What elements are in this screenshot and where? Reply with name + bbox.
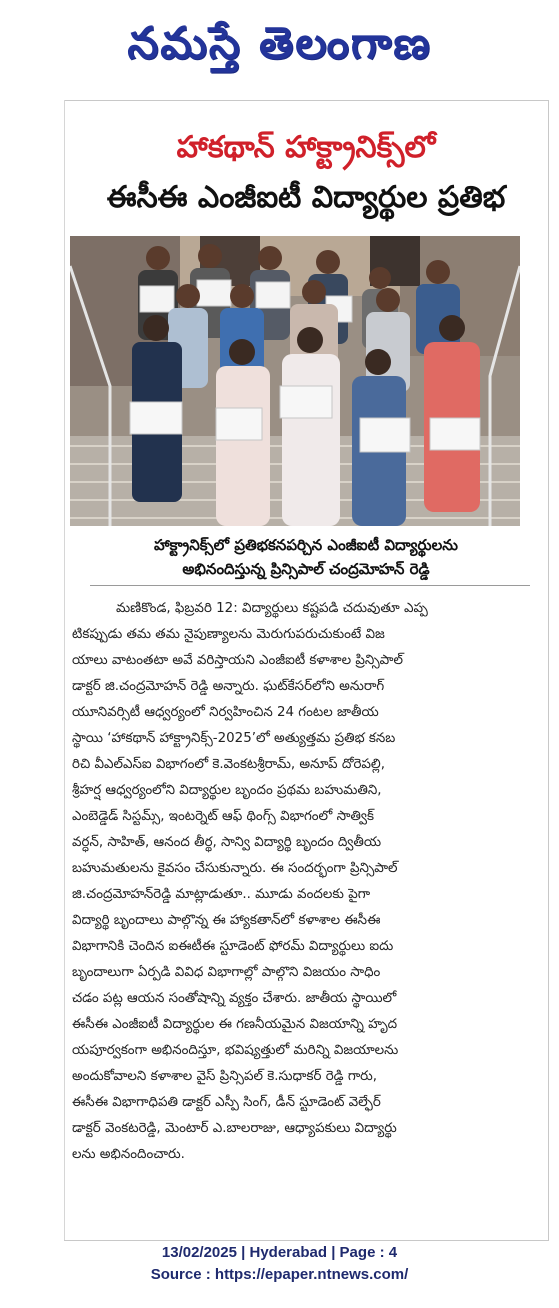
headline-line-1: హాకథాన్ హాక్ట్రానిక్స్‌లో bbox=[176, 130, 436, 165]
caption-line: అభినందిస్తున్న ప్రిన్సిపాల్ చంద్రమోహన్ రెడ్డి bbox=[182, 560, 430, 578]
body-line: డాక్టర్ జి.చంద్రమోహన్ రెడ్డి అన్నారు. ఘట్‌కేసర్‌లోని అనురాగ్ bbox=[72, 679, 385, 694]
body-line: యూనివర్సిటీ ఆధ్వర్యంలో నిర్వహించిన 24 గంటల జాతీయ bbox=[72, 705, 379, 720]
photo-caption bbox=[64, 533, 548, 581]
body-line: శ్రీహర్ష ఆధ్వర్యంలోని విద్యార్థుల బృందం ప్రథమ బహుమతిని, bbox=[72, 783, 382, 798]
body-line: విభాగానికి చెందిన ఐఈటీఈ స్టూడెంట్ ఫోరమ్ విద్యార్థులు ఐదు bbox=[72, 939, 394, 954]
masthead-logo: నమస్తే తెలంగాణ bbox=[127, 18, 432, 69]
article-frame-right bbox=[548, 100, 549, 1240]
caption-divider bbox=[90, 585, 530, 586]
footer-date-location: 13/02/2025 | Hyderabad | Page : 4 bbox=[161, 1244, 398, 1261]
caption-line: హాక్ట్రానిక్స్‌లో ప్రతిభకనపర్చిన ఎంజీఐటీ విద్యార్థులను bbox=[154, 536, 458, 554]
article-frame-left bbox=[64, 100, 65, 1240]
body-line: ఎంబెడ్డెడ్ సిస్టమ్స్, ఇంటర్నెట్ ఆఫ్ థింగ్స్ విభాగంలో సాత్విక్ bbox=[72, 809, 374, 824]
body-line: రిచి వీఎల్ఎస్ఐ విభాగంలో కె.వెంకటశ్రీరామ్, అనూప్ దోరెపల్లి, bbox=[72, 757, 386, 772]
body-line: విద్యార్థి బృందాలు పాల్గొన్న ఈ హ్యాకతాన్‌లో కళాశాల ఈసీఈ bbox=[72, 913, 381, 928]
headline-line-2: ఈసీఈ ఎంజీఐటీ విద్యార్థుల ప్రతిభ bbox=[106, 180, 506, 215]
body-line: టికప్పుడు తమ తమ నైపుణ్యాలను మెరుగుపరుచుకుంటే విజ bbox=[72, 627, 385, 642]
body-line: డాక్టర్ వెంకటరెడ్డి, మెంటార్ ఎ.బాలరాజు, ఆధ్యాపకులు విద్యార్థు bbox=[72, 1121, 397, 1136]
body-line: ఈసీఈ విభాగాధిపతి డాక్టర్ ఎస్పీ సింగ్, డీన్ స్టూడెంట్ వెల్ఫేర్ bbox=[72, 1095, 381, 1110]
body-line: యాలు వాటంతటా అవే వరిస్తాయని ఎంజీఐటీ కళాశాల ప్రిన్సిపాల్ bbox=[72, 653, 403, 668]
body-line: యపూర్వకంగా అభినందిస్తూ, భవిష్యత్తులో మరిన్ని విజయాలను bbox=[72, 1043, 399, 1058]
body-line: బహుమతులను కైవసం చేసుకున్నారు. ఈ సందర్భంగా ప్రిన్సిపాల్ bbox=[72, 861, 398, 876]
body-line: స్థాయి ‘హాకథాన్ హాక్ట్రానిక్స్-2025’లో అత్యుత్తమ ప్రతిభ కనబ bbox=[72, 731, 396, 746]
body-line: ఈసీఈ ఎంజీఐటీ విద్యార్థుల ఈ గణనీయమైన విజయాన్ని హృద bbox=[72, 1017, 398, 1032]
body-line: వర్ధన్, సాహిత్, ఆనంద తీర్థ, సాన్వి విద్యార్థి బృందం ద్వితీయ bbox=[72, 835, 382, 850]
body-line: లను అభినందించారు. bbox=[72, 1147, 185, 1162]
footer-source: Source : https://epaper.ntnews.com/ bbox=[150, 1266, 409, 1283]
body-line: జి.చంద్రమోహన్‌రెడ్డి మాట్లాడుతూ.. మూడు వందలకు పైగా bbox=[72, 887, 371, 902]
group-photo bbox=[70, 236, 520, 526]
body-line: అందుకోవాలని కళాశాల వైస్ ప్రిన్సిపల్ కె.సుధాకర్ రెడ్డి గారు, bbox=[72, 1069, 377, 1084]
body-line: బృందాలుగా ఏర్పడి వివిధ విభాగాల్లో పాల్గొని విజయం సాధిం bbox=[72, 965, 381, 980]
body-line: మణికొండ, ఫిబ్రవరి 12: విద్యార్థులు కష్టపడి చదువుతూ ఎప్ప bbox=[116, 601, 428, 616]
body-line: చడం పట్ల ఆయన సంతోషాన్ని వ్యక్తం చేశారు. జాతీయ స్థాయిలో bbox=[72, 991, 397, 1006]
page-footer bbox=[0, 1242, 559, 1286]
article-frame-top bbox=[64, 100, 549, 101]
article-body bbox=[72, 596, 542, 1168]
article-frame-bottom bbox=[64, 1240, 549, 1241]
